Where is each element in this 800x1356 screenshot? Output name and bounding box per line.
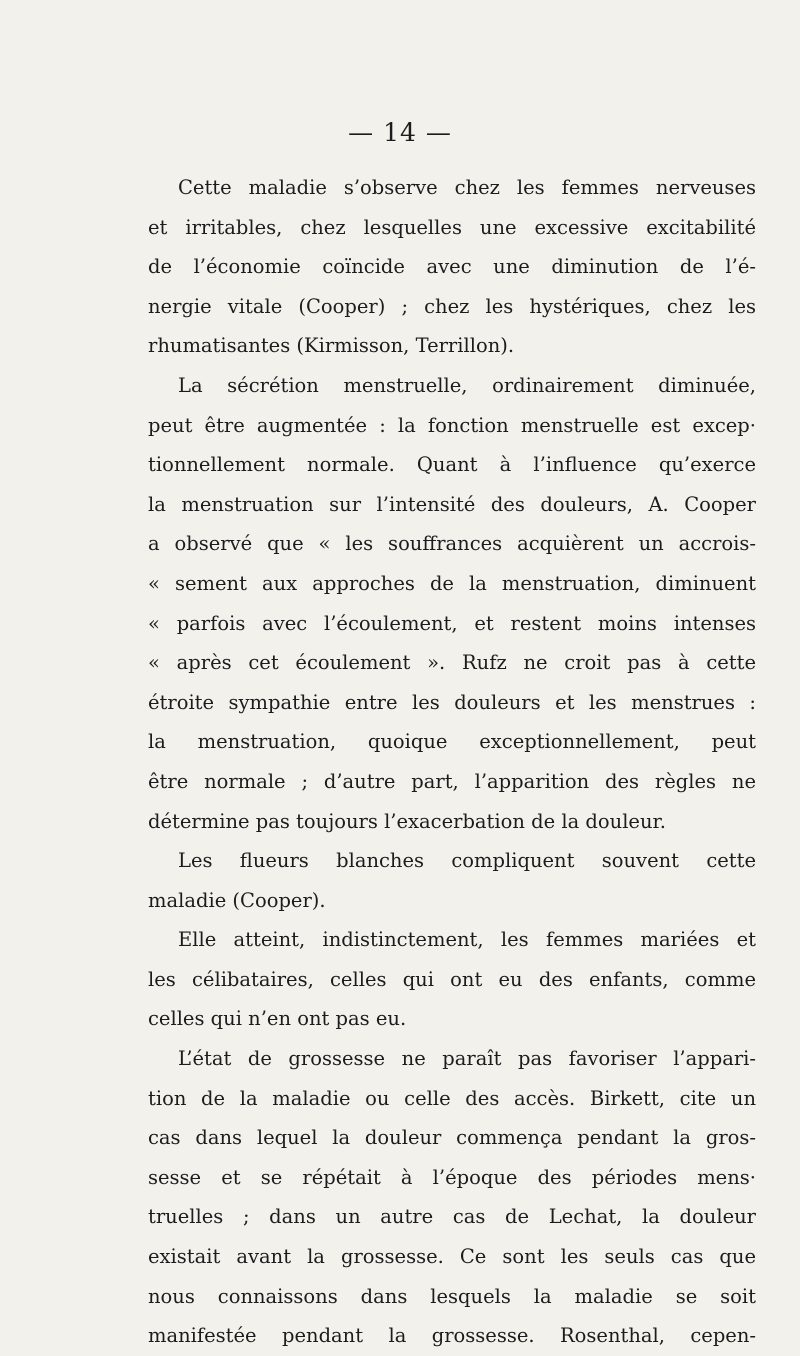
text-line: sesse et se répétait à l’époque des périodes mens· <box>148 1165 756 1189</box>
text-line: tion de la maladie ou celle des accès. Birkett, cite un <box>148 1086 756 1110</box>
text-line: les célibataires, celles qui ont eu des enfants, comme <box>148 967 756 991</box>
text-line: rhumatisantes (Kirmisson, Terrillon). <box>148 334 515 358</box>
text-line: « parfois avec l’écoulement, et restent moins intenses <box>148 611 756 635</box>
text-line: « sement aux approches de la menstruation, diminuent <box>148 571 756 595</box>
text-line: Les flueurs blanches compliquent souvent cette <box>178 849 756 873</box>
text-line: détermine pas toujours l’exacerbation de la douleur. <box>148 809 666 833</box>
text-line: la menstruation sur l’intensité des douleurs, A. Cooper <box>148 492 756 516</box>
text-line: La sécrétion menstruelle, ordinairement diminuée, <box>178 373 756 397</box>
text-line: cas dans lequel la douleur commença pendant la gros- <box>148 1126 756 1150</box>
text-line: et irritables, chez lesquelles une excessive excitabilité <box>148 215 756 239</box>
text-line: tionnellement normale. Quant à l’influence qu’exerce <box>148 453 756 477</box>
text-line: peut être augmentée : la fonction menstruelle est excep· <box>148 413 756 437</box>
text-line: celles qui n’en ont pas eu. <box>148 1007 407 1031</box>
text-line: la menstruation, quoique exceptionnellement, peut <box>148 730 756 754</box>
text-line: maladie (Cooper). <box>148 888 326 912</box>
text-line: Elle atteint, indistinctement, les femmes mariées et <box>178 928 756 952</box>
text-line: « après cet écoulement ». Rufz ne croit pas à cette <box>148 651 756 675</box>
text-line: être normale ; d’autre part, l’apparition des règles ne <box>148 769 756 793</box>
text-line: truelles ; dans un autre cas de Lechat, la douleur <box>148 1205 756 1229</box>
text-line: L’état de grossesse ne paraît pas favoriser l’appari- <box>178 1047 756 1071</box>
text-line: de l’économie coïncide avec une diminution de l’é- <box>148 255 756 279</box>
text-line: a observé que « les souffrances acquièrent un accrois- <box>148 532 756 556</box>
text-line: nous connaissons dans lesquels la maladie se soit <box>148 1284 756 1308</box>
text-line: existait avant la grossesse. Ce sont les seuls cas que <box>148 1245 756 1269</box>
page-number: — 14 — <box>348 118 452 147</box>
text-line: Cette maladie s’observe chez les femmes nerveuses <box>178 176 756 199</box>
text-line: nergie vitale (Cooper) ; chez les hystériques, chez les <box>148 294 756 318</box>
text-line: étroite sympathie entre les douleurs et les menstrues : <box>148 690 756 714</box>
body-text <box>148 168 756 1356</box>
text-line: manifestée pendant la grossesse. Rosenthal, cepen- <box>148 1324 756 1348</box>
